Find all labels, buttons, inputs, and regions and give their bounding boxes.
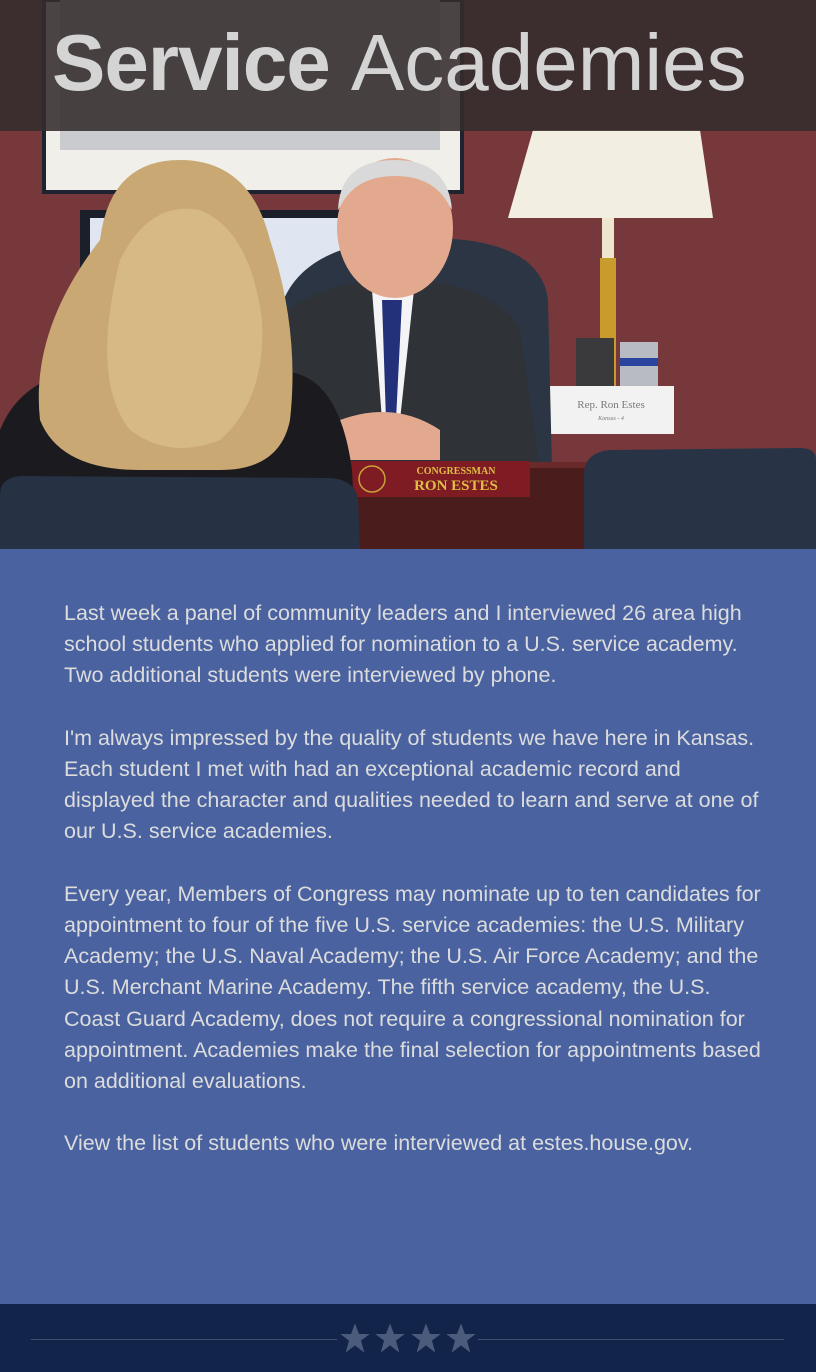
article-body	[64, 598, 764, 1191]
divider-line-right	[478, 1339, 784, 1340]
star-icon	[445, 1322, 477, 1354]
left-chair	[0, 476, 360, 549]
page-title-light: Academies	[350, 18, 747, 107]
paragraph-interviews: Last week a panel of community leaders and I interviewed 26 area high school students who applied for nomination to a U.S. service academy. Two additional students were interviewed by phone.	[64, 601, 742, 688]
paragraph-view-list: View the list of students who were interviewed at estes.house.gov.	[64, 1131, 694, 1156]
star-icon	[339, 1322, 371, 1354]
footer-divider	[0, 1304, 816, 1372]
right-chair	[584, 448, 816, 549]
desk-card-district: Kansas - 4	[598, 416, 624, 422]
page-title-bold: Service	[52, 18, 330, 107]
title-banner	[0, 0, 816, 131]
page-title	[52, 18, 747, 108]
lamp-shade	[508, 130, 713, 218]
star-icon	[374, 1322, 406, 1354]
divider-line-left	[31, 1339, 337, 1340]
star-row	[339, 1322, 477, 1358]
desk-card-name: Rep. Ron Estes	[577, 399, 645, 411]
hero-image	[0, 0, 816, 549]
paragraph-nominations: Every year, Members of Congress may nominate up to ten candidates for appointment to four of the five U.S. service academies: the U.S. Military Academy; the U.S. Naval Academy; the U.S. Air Force Academy; and the U.S. Merchant Marine Academy. The fifth service academy, the U.S. Coast Guard Academy, does not require a congressional nomination for appointment. Academies make the final selection for appointments based on additional evaluations.	[64, 881, 761, 1094]
paragraph-impressed: I'm always impressed by the quality of students we have here in Kansas. Each student I met with had an exceptional academic record and displayed the character and qualities needed to learn and serve at one of our U.S. service academies.	[64, 725, 759, 844]
star-icon	[410, 1322, 442, 1354]
nameplate-title: CONGRESSMAN	[416, 466, 496, 477]
nameplate-name: RON ESTES	[414, 478, 498, 494]
